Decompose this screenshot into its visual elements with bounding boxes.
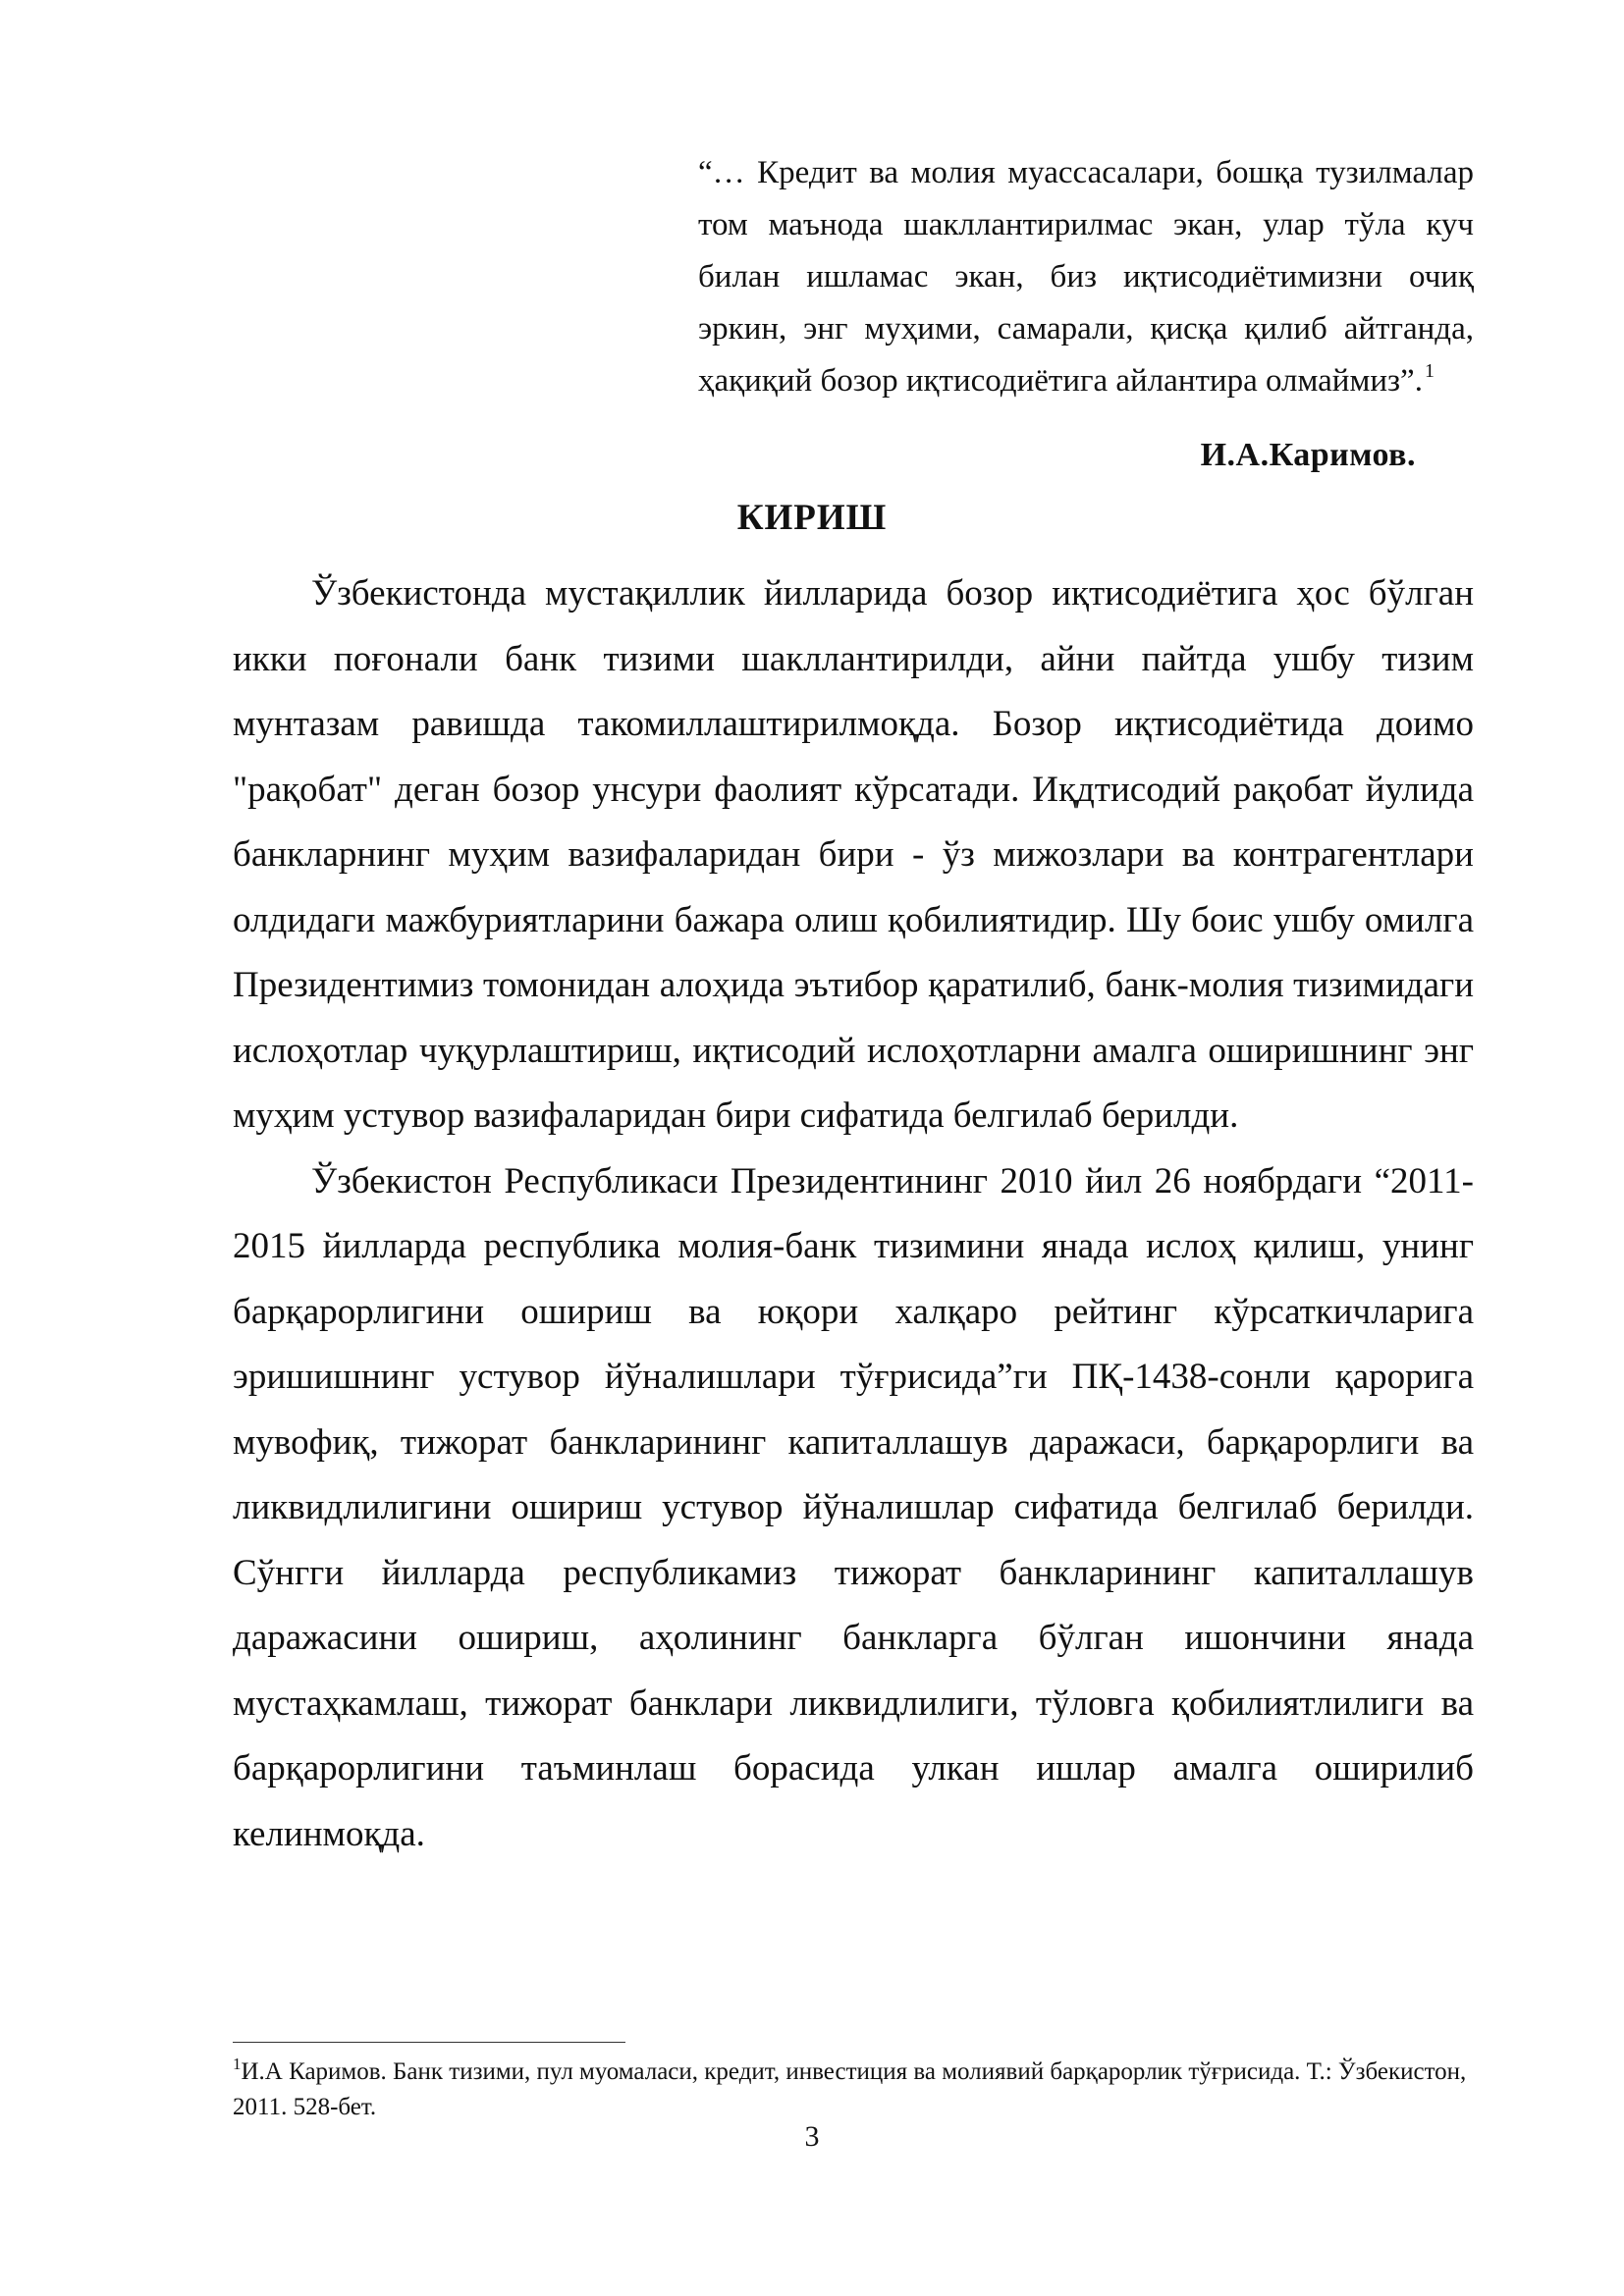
- epigraph-quote: [698, 147, 1474, 411]
- epigraph-footnote-ref: 1: [1424, 360, 1435, 382]
- footnote-separator: [233, 2042, 625, 2043]
- paragraph: Ўзбекистон Республикаси Президентининг 2010 йил 26 ноябрдаги “2011-2015 йилларда республика молия-банк тизимини янада ислоҳ қилиш, унинг барқарорлигини ошириш ва юқори халқаро рейтинг кўрсаткичларига эришишнинг устувор йўналишлари тўғрисида”ги ПҚ-1438-сонли қарорига мувофиқ, тижорат банкларининг капиталлашув даражаси, барқарорлиги ва ликвидлилигини ошириш устувор йўналишлар сифатида белгилаб берилди. Сўнгги йилларда республикамиз тижорат банкларининг капиталлашув даражасини ошириш, аҳолининг банкларга бўлган ишончини янада мустаҳкамлаш, тижорат банклари ликвидлилиги, тўловга қобилиятлилиги ва барқарорлигини таъминлаш борасида улкан ишлар амалга оширилиб келинмоқда.: [233, 1160, 1474, 1854]
- paragraph: Ўзбекистонда мустақиллик йилларида бозор иқтисодиётига ҳос бўлган икки поғонали банк тизими шакллантирилди, айни пайтда ушбу тизим мунтазам равишда такомиллаштирилмоқда. Бозор иқтисодиётида доимо "рақобат" деган бозор унсури фаолият кўрсатади. Иқдтисодий рақобат йулида банкларнинг муҳим вазифаларидан бири - ўз мижозлари ва контрагентлари олдидаги мажбуриятларини бажара олиш қобилиятидир. Шу боис ушбу омилга Президентимиз томонидан алоҳида эътибор қаратилиб, банк-молия тизимидаги ислоҳотлар чуқурлаштириш, иқтисодий ислоҳотларни амалга оширишнинг энг муҳим устувор вазифаларидан бири сифатида белгилаб берилди.: [233, 573, 1474, 1136]
- epigraph-author: И.А.Каримов.: [1200, 437, 1416, 473]
- footnote: [233, 2056, 1474, 2124]
- footnote-text: И.А Каримов. Банк тизими, пул муомаласи, кредит, инвестиция ва молиявий барқарорлик тўғрисида. Т.: Ўзбекистон, 2011. 528-бет.: [233, 2058, 1467, 2120]
- epigraph-text: “… Кредит ва молия муассасалари, бошқа тузилмалар том маънода шакллантирилмас экан, улар тўла куч билан ишламас экан, биз иқтисодиётимизни очиқ эркин, энг муҳими, самарали, қисқа қилиб айтганда, ҳақиқий бозор иқтисодиётига айлантира олмаймиз”.: [698, 155, 1474, 399]
- section-heading: КИРИШ: [736, 498, 888, 538]
- body-text: [233, 561, 1474, 1867]
- footnote-mark: 1: [233, 2055, 242, 2073]
- page-number: 3: [804, 2120, 820, 2153]
